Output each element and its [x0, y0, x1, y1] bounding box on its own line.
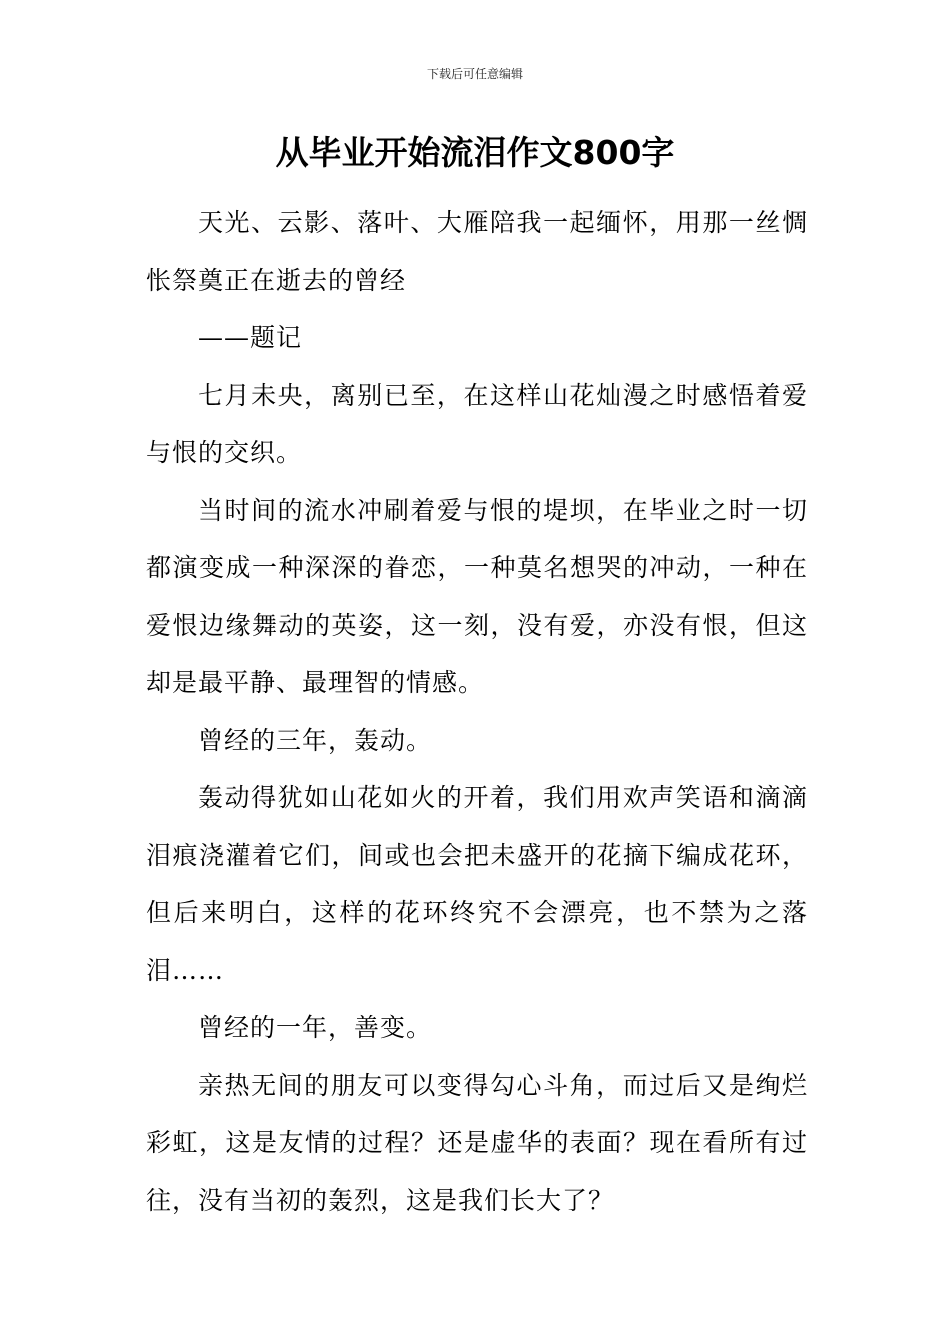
header-note: 下载后可任意编辑 — [426, 67, 523, 81]
document-title: 从毕业开始流泪作文800字 — [275, 133, 675, 172]
paragraph: 七月未央，离别已至，在这样山花灿漫之时感悟着爱与恨的交织。 — [146, 380, 808, 467]
paragraph: 曾经的三年，轰动。 — [198, 725, 433, 755]
essay-body — [146, 194, 808, 1229]
paragraph: 曾经的一年，善变。 — [198, 1013, 433, 1042]
paragraph: 亲热无间的朋友可以变得勾心斗角，而过后又是绚烂彩虹，这是友情的过程？还是虚华的表面？现在看所有过往，没有当初的轰烈，这是我们长大了？ — [146, 1070, 808, 1215]
paragraph: 当时间的流水冲刷着爱与恨的堤坝，在毕业之时一切都演变成一种深深的眷恋，一种莫名想哭的冲动，一种在爱恨边缘舞动的英姿，这一刻，没有爱，亦没有恨，但这却是最平静、最理智的情感。 — [146, 495, 808, 697]
paragraph: 天光、云影、落叶、大雁陪我一起缅怀，用那一丝惆怅祭奠正在逝去的曾经 — [146, 208, 808, 295]
epigraph-signature: ——题记 — [198, 323, 303, 352]
paragraph: 轰动得犹如山花如火的开着，我们用欢声笑语和滴滴泪痕浇灌着它们，间或也会把未盛开的花摘下编成花环，但后来明白，这样的花环终究不会漂亮，也不禁为之落泪…… — [146, 783, 808, 985]
